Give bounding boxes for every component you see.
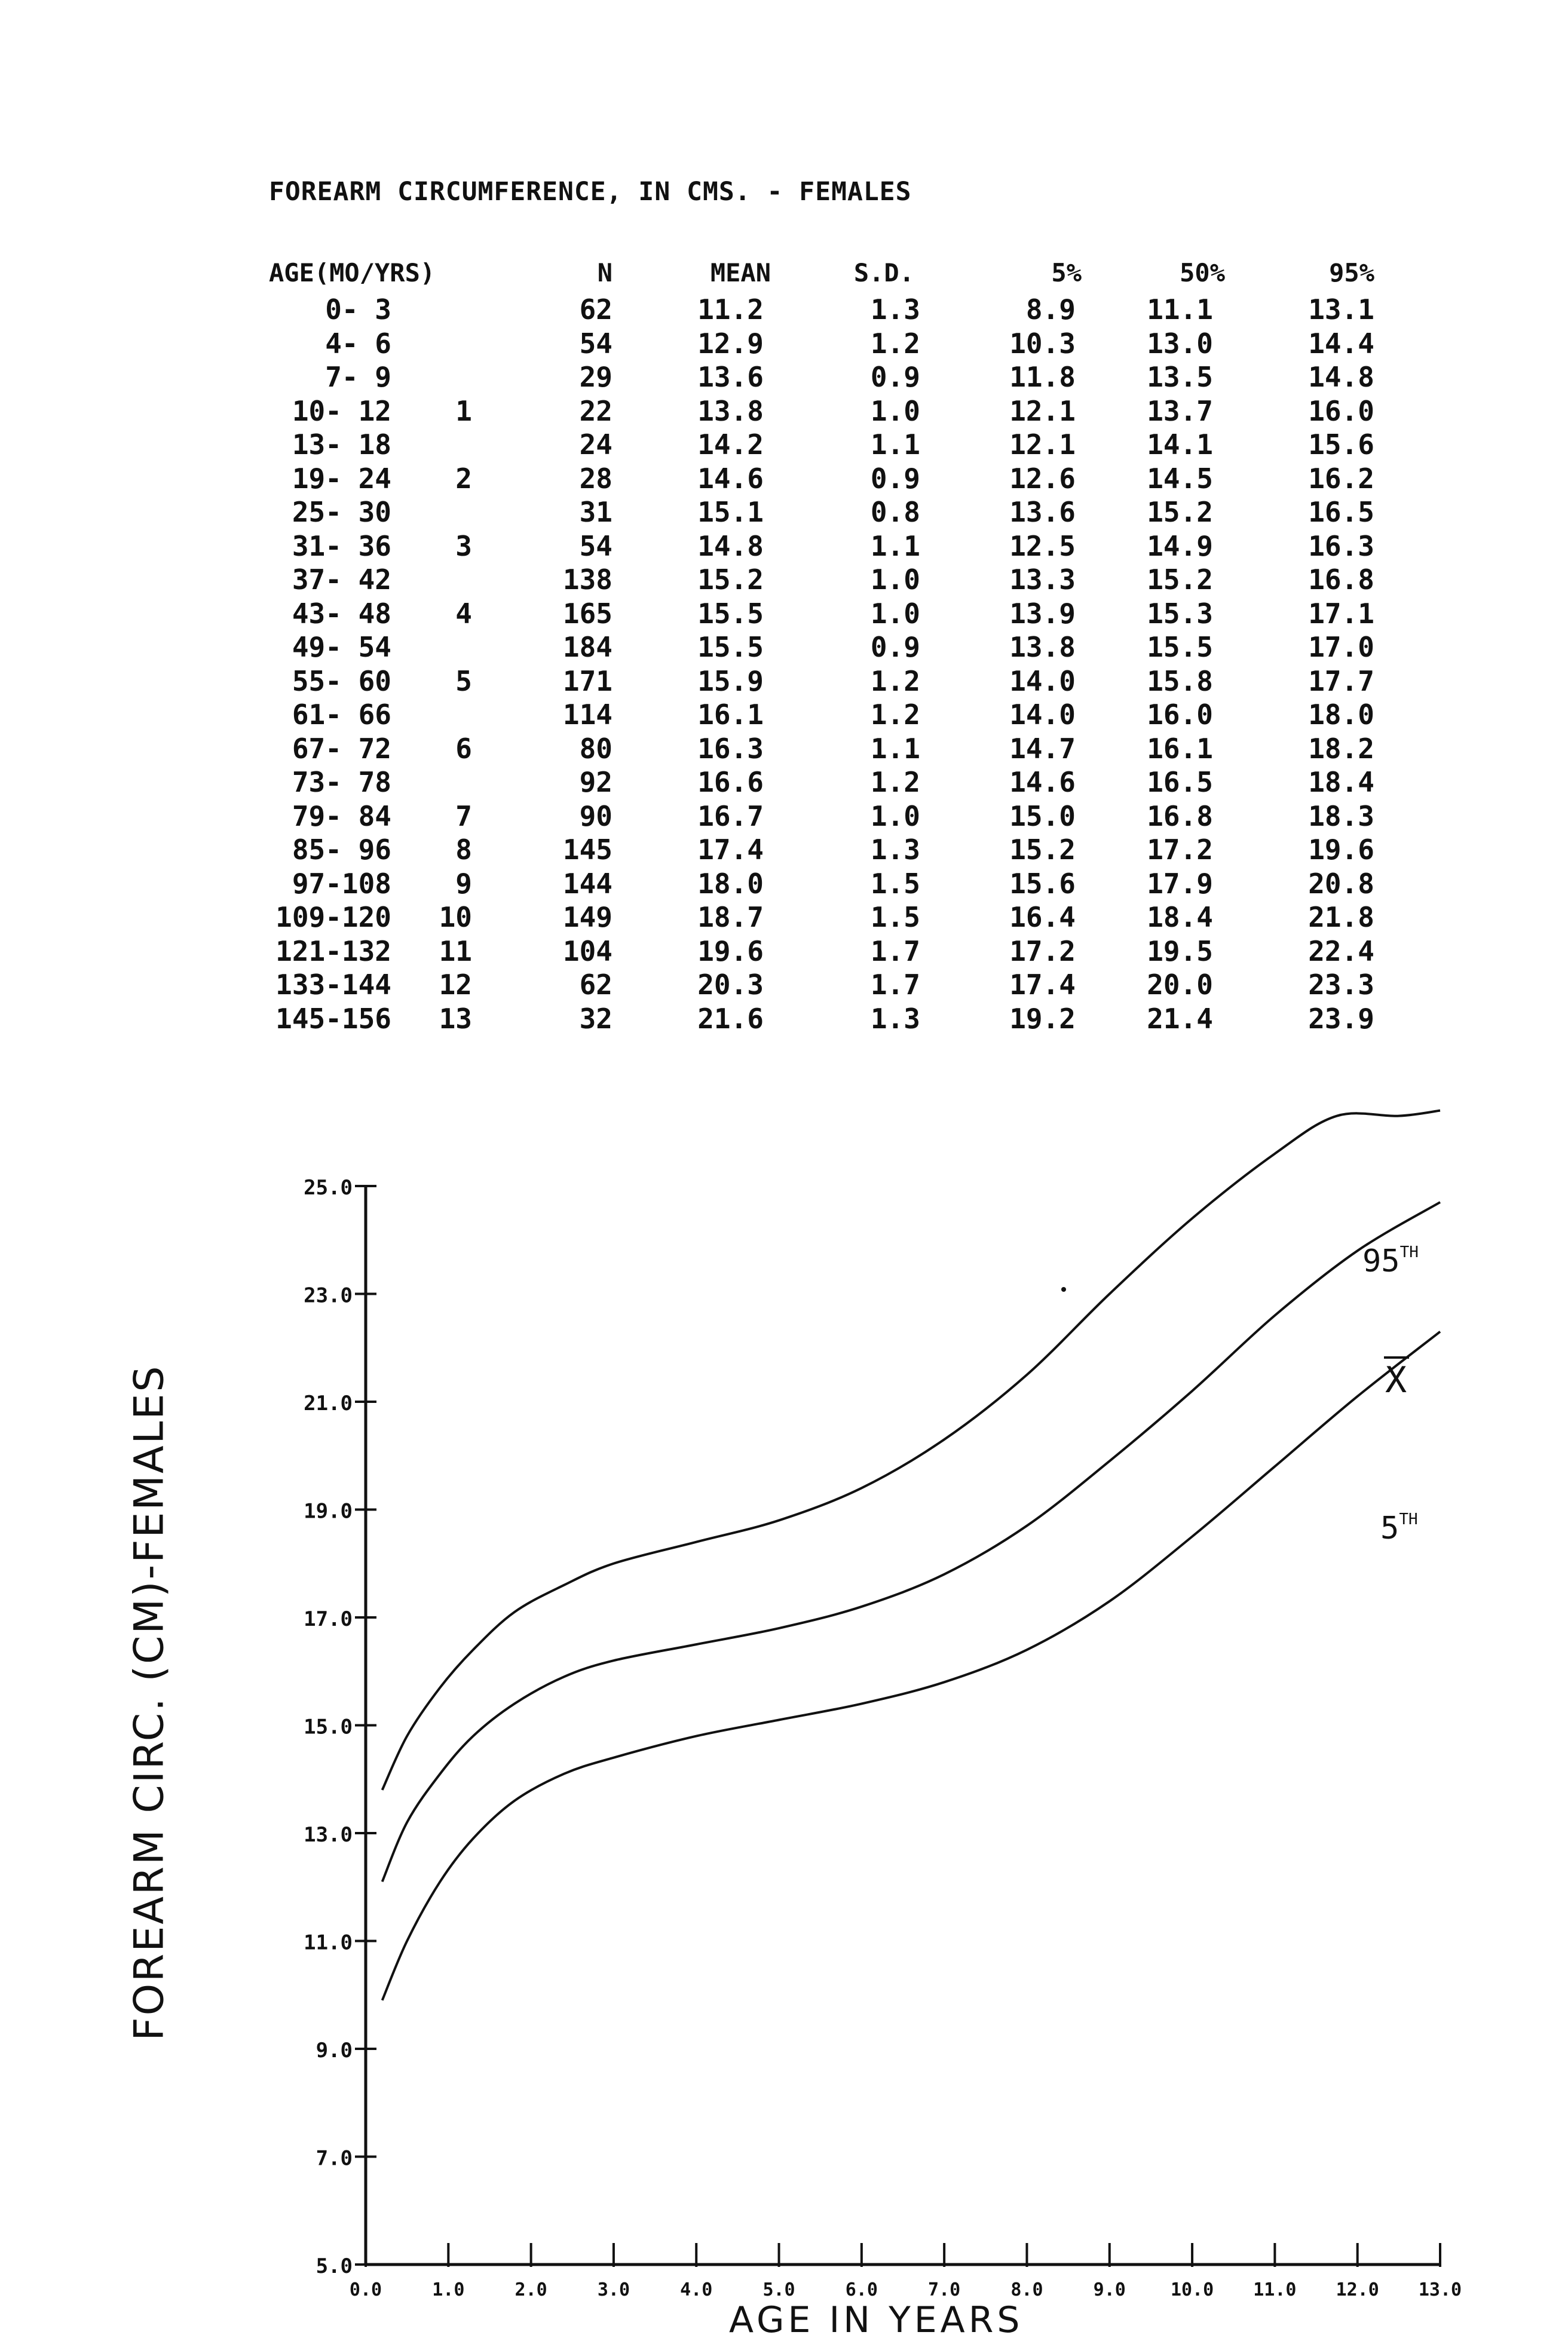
table-cell: 1.0 — [870, 597, 920, 630]
table-cell: 0.8 — [870, 496, 920, 528]
table-cell: 12 — [439, 969, 472, 1001]
table-cell: 1.3 — [870, 1002, 920, 1035]
table-cell: 13.9 — [1009, 597, 1076, 630]
table-header-5: 50% — [1180, 258, 1225, 287]
x-tick-label: 4.0 — [680, 2279, 713, 2300]
table-cell: 14.8 — [1308, 361, 1374, 393]
series-line-1 — [382, 1202, 1440, 1882]
table-cell: 14.9 — [1147, 529, 1213, 562]
table-cell: 16.0 — [1147, 698, 1213, 731]
table-cell: 1.0 — [870, 394, 920, 427]
series-label-5: 5TH — [1380, 1510, 1418, 1546]
table-cell: 16.0 — [1308, 394, 1374, 427]
row-age: 49- 54 — [292, 631, 391, 663]
table-cell: 138 — [562, 563, 612, 596]
table-cell: 7 — [455, 799, 472, 832]
table-cell: 10.3 — [1009, 327, 1076, 360]
table-cell: 16.5 — [1308, 496, 1374, 528]
x-tick-label: 11.0 — [1253, 2279, 1297, 2300]
stray-dot — [1061, 1287, 1066, 1292]
table-cell: 18.4 — [1308, 766, 1374, 798]
table-cell: 16.1 — [1147, 732, 1213, 765]
y-tick-label: 13.0 — [304, 1823, 353, 1847]
table-cell: 15.1 — [697, 496, 764, 528]
table-cell: 2 — [455, 462, 472, 495]
table-cell: 14.2 — [697, 428, 764, 461]
x-tick-label: 9.0 — [1093, 2279, 1126, 2300]
table-cell: 23.9 — [1308, 1002, 1374, 1035]
table-cell: 19.2 — [1009, 1002, 1076, 1035]
table-cell: 0.9 — [870, 631, 920, 663]
x-tick-label: 1.0 — [432, 2279, 465, 2300]
table-cell: 31 — [579, 496, 612, 528]
table-cell: 15.5 — [697, 597, 764, 630]
table-cell: 20.0 — [1147, 969, 1213, 1001]
y-tick-label: 25.0 — [304, 1176, 353, 1200]
y-tick-label: 9.0 — [316, 2039, 353, 2063]
table-cell: 1.7 — [870, 934, 920, 967]
y-tick-label: 15.0 — [304, 1715, 353, 1739]
table-cell: 16.2 — [1308, 462, 1374, 495]
table-cell: 19.6 — [697, 934, 764, 967]
table-cell: 20.3 — [697, 969, 764, 1001]
table-cell: 14.5 — [1147, 462, 1213, 495]
table-cell: 171 — [562, 664, 612, 697]
table-cell: 1 — [455, 394, 472, 427]
table-cell: 14.7 — [1009, 732, 1076, 765]
x-tick-label: 10.0 — [1170, 2279, 1214, 2300]
row-age: 85- 96 — [292, 834, 391, 866]
table-cell: 19.6 — [1308, 834, 1374, 866]
table-cell: 15.6 — [1009, 867, 1076, 900]
row-age: 79- 84 — [292, 799, 391, 832]
table-cell: 15.8 — [1147, 664, 1213, 697]
x-tick-label: 12.0 — [1336, 2279, 1379, 2300]
table-header-2: MEAN — [710, 258, 771, 287]
table-cell: 29 — [579, 361, 612, 393]
table-cell: 1.1 — [870, 529, 920, 562]
x-tick-label: 5.0 — [762, 2279, 795, 2300]
y-axis-label: FOREARM CIRC. (CM)-FEMALES — [125, 1364, 173, 2041]
table-cell: 13 — [439, 1002, 472, 1035]
table-header-0: AGE(MO/YRS) — [269, 258, 436, 287]
table-cell: 13.8 — [1009, 631, 1076, 663]
table-cell: 3 — [455, 529, 472, 562]
table-cell: 14.4 — [1308, 327, 1374, 360]
table-cell: 17.4 — [1009, 969, 1076, 1001]
table-cell: 18.7 — [697, 901, 764, 933]
table-cell: 12.1 — [1009, 428, 1076, 461]
table-cell: 62 — [579, 293, 612, 326]
x-tick-label: 2.0 — [514, 2279, 547, 2300]
table-cell: 165 — [562, 597, 612, 630]
table-cell: 13.8 — [697, 394, 764, 427]
table-cell: 16.8 — [1308, 563, 1374, 596]
table-cell: 12.5 — [1009, 529, 1076, 562]
table-cell: 18.2 — [1308, 732, 1374, 765]
x-tick-label: 8.0 — [1010, 2279, 1043, 2300]
table-header-3: S.D. — [853, 258, 914, 287]
row-age: 7- 9 — [325, 361, 391, 393]
table-cell: 1.2 — [870, 698, 920, 731]
table-cell: 14.8 — [697, 529, 764, 562]
table-cell: 15.6 — [1308, 428, 1374, 461]
table-cell: 16.8 — [1147, 799, 1213, 832]
x-tick-label: 6.0 — [845, 2279, 878, 2300]
table-cell: 15.9 — [697, 664, 764, 697]
table-cell: 21.8 — [1308, 901, 1374, 933]
table-cell: 18.0 — [697, 867, 764, 900]
table-cell: 15.0 — [1009, 799, 1076, 832]
row-age: 0- 3 — [325, 293, 391, 326]
table-cell: 11.2 — [697, 293, 764, 326]
table-cell: 17.2 — [1147, 834, 1213, 866]
table-cell: 21.4 — [1147, 1002, 1213, 1035]
table-header-6: 95% — [1329, 258, 1374, 287]
row-age: 19- 24 — [292, 462, 391, 495]
table-cell: 18.4 — [1147, 901, 1213, 933]
y-tick-label: 21.0 — [304, 1392, 353, 1415]
table-cell: 14.6 — [697, 462, 764, 495]
row-age: 67- 72 — [292, 732, 391, 765]
x-axis-label: AGE IN YEARS — [729, 2299, 1024, 2341]
row-age: 4- 6 — [325, 327, 391, 360]
x-tick-label: 7.0 — [928, 2279, 961, 2300]
table-cell: 12.9 — [697, 327, 764, 360]
table-cell: 1.2 — [870, 766, 920, 798]
table-cell: 62 — [579, 969, 612, 1001]
table-cell: 13.6 — [1009, 496, 1076, 528]
table-cell: 13.0 — [1147, 327, 1213, 360]
table-cell: 144 — [562, 867, 612, 900]
table-header-1: N — [597, 258, 612, 287]
series-line-2 — [382, 1332, 1440, 2000]
table-header-4: 5% — [1051, 258, 1082, 287]
table-cell: 1.2 — [870, 327, 920, 360]
y-tick-label: 11.0 — [304, 1931, 353, 1955]
table-cell: 1.0 — [870, 799, 920, 832]
table-cell: 92 — [579, 766, 612, 798]
table-cell: 0.9 — [870, 462, 920, 495]
table-cell: 13.1 — [1308, 293, 1374, 326]
row-age: 13- 18 — [292, 428, 391, 461]
table-cell: 149 — [562, 901, 612, 933]
series-label-mean: X — [1385, 1359, 1407, 1401]
row-age: 133-144 — [275, 969, 391, 1001]
row-age: 109-120 — [275, 901, 391, 933]
table-cell: 14.0 — [1009, 698, 1076, 731]
table-cell: 15.2 — [1147, 496, 1213, 528]
y-tick-label: 7.0 — [316, 2146, 353, 2171]
row-age: 55- 60 — [292, 664, 391, 697]
table-cell: 15.2 — [1147, 563, 1213, 596]
row-age: 31- 36 — [292, 529, 391, 562]
table-cell: 8.9 — [1025, 293, 1076, 326]
table-cell: 114 — [562, 698, 612, 731]
table-cell: 14.6 — [1009, 766, 1076, 798]
table-cell: 15.2 — [1009, 834, 1076, 866]
table-cell: 16.5 — [1147, 766, 1213, 798]
row-age: 43- 48 — [292, 597, 391, 630]
table-cell: 17.2 — [1009, 934, 1076, 967]
table-cell: 184 — [562, 631, 612, 663]
table-cell: 15.5 — [697, 631, 764, 663]
table-cell: 8 — [455, 834, 472, 866]
table-cell: 16.6 — [697, 766, 764, 798]
table-cell: 16.3 — [1308, 529, 1374, 562]
table-cell: 1.1 — [870, 428, 920, 461]
table-cell: 17.4 — [697, 834, 764, 866]
table-cell: 6 — [455, 732, 472, 765]
table-cell: 1.0 — [870, 563, 920, 596]
table-cell: 11 — [439, 934, 472, 967]
table-cell: 13.3 — [1009, 563, 1076, 596]
table-cell: 54 — [579, 327, 612, 360]
y-tick-label: 5.0 — [316, 2254, 353, 2278]
table-cell: 16.7 — [697, 799, 764, 832]
table-cell: 18.3 — [1308, 799, 1374, 832]
table-cell: 5 — [455, 664, 472, 697]
row-age: 25- 30 — [292, 496, 391, 528]
table-cell: 1.3 — [870, 293, 920, 326]
table-cell: 11.8 — [1009, 361, 1076, 393]
table-cell: 80 — [579, 732, 612, 765]
row-age: 61- 66 — [292, 698, 391, 731]
table-cell: 1.5 — [870, 867, 920, 900]
table-cell: 17.9 — [1147, 867, 1213, 900]
table-cell: 1.5 — [870, 901, 920, 933]
table-cell: 19.5 — [1147, 934, 1213, 967]
x-tick-label: 3.0 — [597, 2279, 630, 2300]
table-cell: 15.2 — [697, 563, 764, 596]
row-age: 121-132 — [275, 934, 391, 967]
table-cell: 12.6 — [1009, 462, 1076, 495]
table-cell: 10 — [439, 901, 472, 933]
table-cell: 90 — [579, 799, 612, 832]
table-cell: 1.2 — [870, 664, 920, 697]
table-cell: 17.1 — [1308, 597, 1374, 630]
table-cell: 17.0 — [1308, 631, 1374, 663]
row-age: 37- 42 — [292, 563, 391, 596]
table-cell: 22 — [579, 394, 612, 427]
table-cell: 15.3 — [1147, 597, 1213, 630]
table-cell: 104 — [562, 934, 612, 967]
table-cell: 1.3 — [870, 834, 920, 866]
table-cell: 54 — [579, 529, 612, 562]
table-cell: 145 — [562, 834, 612, 866]
table-cell: 0.9 — [870, 361, 920, 393]
table-cell: 20.8 — [1308, 867, 1374, 900]
row-age: 73- 78 — [292, 766, 391, 798]
table-cell: 14.0 — [1009, 664, 1076, 697]
table-cell: 9 — [455, 867, 472, 900]
table-cell: 21.6 — [697, 1002, 764, 1035]
y-tick-label: 23.0 — [304, 1283, 353, 1308]
table-cell: 4 — [455, 597, 472, 630]
table-cell: 22.4 — [1308, 934, 1374, 967]
table-cell: 24 — [579, 428, 612, 461]
x-tick-label: 13.0 — [1418, 2279, 1462, 2300]
row-age: 97-108 — [292, 867, 391, 900]
table-cell: 11.1 — [1147, 293, 1213, 326]
table-cell: 1.1 — [870, 732, 920, 765]
table-cell: 17.7 — [1308, 664, 1374, 697]
table-cell: 16.3 — [697, 732, 764, 765]
table-cell: 32 — [579, 1002, 612, 1035]
table-cell: 12.1 — [1009, 394, 1076, 427]
table-cell: 1.7 — [870, 969, 920, 1001]
x-tick-label: 0.0 — [349, 2279, 382, 2300]
y-tick-label: 19.0 — [304, 1499, 353, 1524]
table-cell: 13.7 — [1147, 394, 1213, 427]
table-cell: 13.5 — [1147, 361, 1213, 393]
table-cell: 16.4 — [1009, 901, 1076, 933]
table-cell: 23.3 — [1308, 969, 1374, 1001]
table-cell: 18.0 — [1308, 698, 1374, 731]
y-tick-label: 17.0 — [304, 1607, 353, 1631]
table-cell: 13.6 — [697, 361, 764, 393]
table-cell: 15.5 — [1147, 631, 1213, 663]
table-title: FOREARM CIRCUMFERENCE, IN CMS. - FEMALES — [269, 177, 912, 207]
table-cell: 28 — [579, 462, 612, 495]
table-cell: 14.1 — [1147, 428, 1213, 461]
row-age: 10- 12 — [292, 394, 391, 427]
series-label-95: 95TH — [1362, 1243, 1419, 1279]
row-age: 145-156 — [275, 1002, 391, 1035]
table-cell: 16.1 — [697, 698, 764, 731]
